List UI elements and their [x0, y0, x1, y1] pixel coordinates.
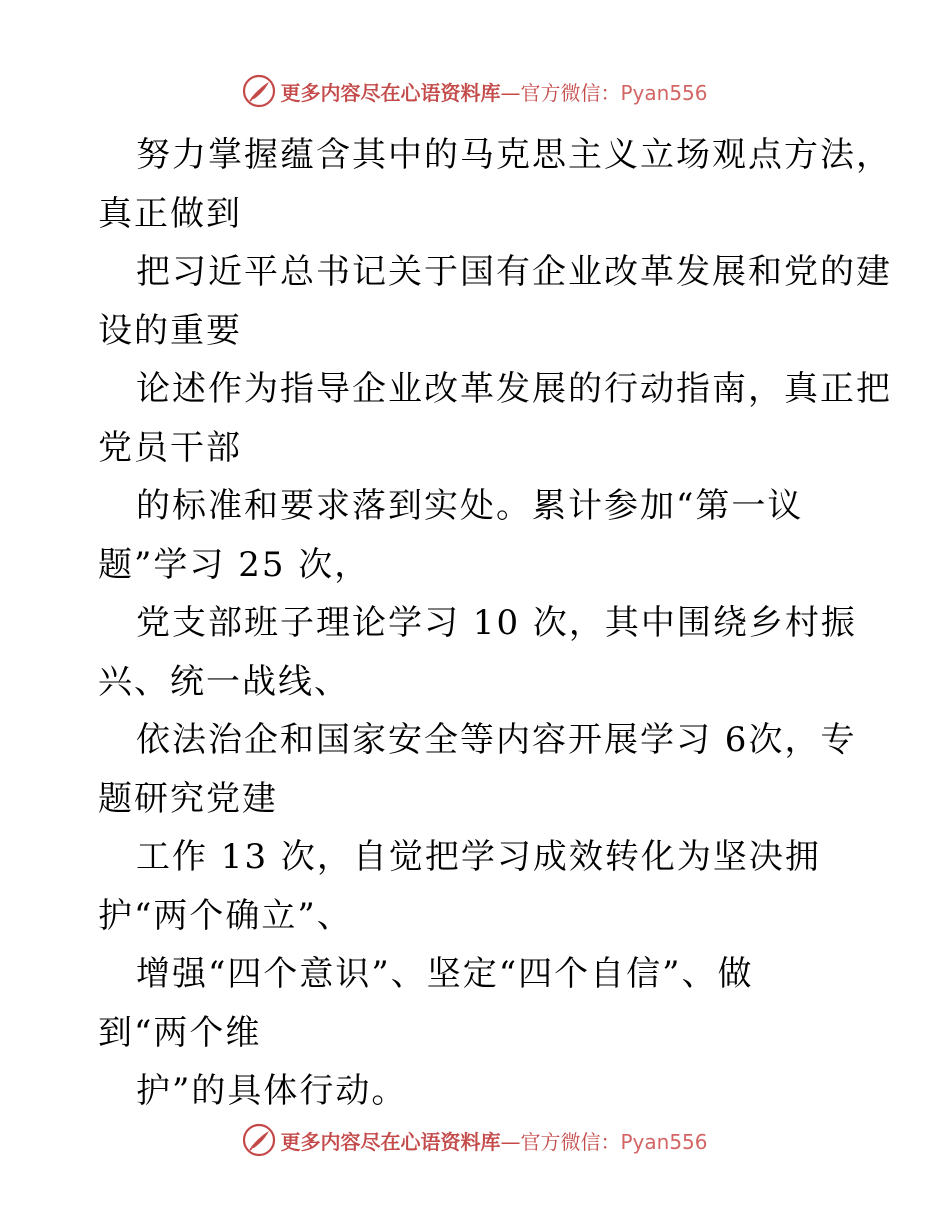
text-line: 护”的具体行动。: [136, 1071, 408, 1111]
text-line: 把习近平总书记关于国有企业改革发展和党的建: [136, 252, 892, 292]
text-line: 设的重要: [98, 310, 242, 351]
banner-separator: —: [500, 80, 521, 105]
footer-banner: [0, 1120, 950, 1160]
text-line: 兴、统一战线、: [98, 661, 350, 702]
banner-wechat-label: 官方微信：: [520, 1129, 621, 1154]
header-banner: [0, 71, 950, 111]
text-line: 党支部班子理论学习 10 次，其中围绕乡村振: [136, 603, 857, 643]
text-line: 到“两个维: [98, 1012, 262, 1053]
document-body: [98, 126, 892, 1121]
text-line: 依法治企和国家安全等内容开展学习 6次，专: [136, 720, 857, 760]
text-line: 工作 13 次，自觉把学习成效转化为坚决拥: [136, 837, 821, 877]
text-line: 增强“四个意识”、坚定“四个自信”、做: [136, 954, 754, 994]
feather-pen-logo-icon: [242, 1123, 276, 1157]
banner-main-text: 更多内容尽在心语资料库: [280, 80, 501, 105]
text-line: 护“两个确立”、: [98, 895, 353, 936]
feather-pen-logo-icon: [242, 74, 276, 108]
text-line: 努力掌握蕴含其中的马克思主义立场观点方法，: [136, 135, 892, 175]
text-line: 题研究党建: [98, 778, 278, 819]
text-line: 的标准和要求落到实处。累计参加“第一议: [136, 486, 804, 526]
banner-wechat-id: Pyan556: [620, 1129, 708, 1154]
text-line: 题”学习 25 次，: [98, 544, 371, 585]
text-line: 党员干部: [98, 427, 242, 468]
banner-wechat-id: Pyan556: [620, 80, 708, 105]
banner-wechat-label: 官方微信：: [520, 80, 621, 105]
text-line: 论述作为指导企业改革发展的行动指南，真正把: [136, 369, 892, 409]
banner-main-text: 更多内容尽在心语资料库: [280, 1129, 501, 1154]
banner-separator: —: [500, 1129, 521, 1154]
text-line: 真正做到: [98, 193, 242, 234]
